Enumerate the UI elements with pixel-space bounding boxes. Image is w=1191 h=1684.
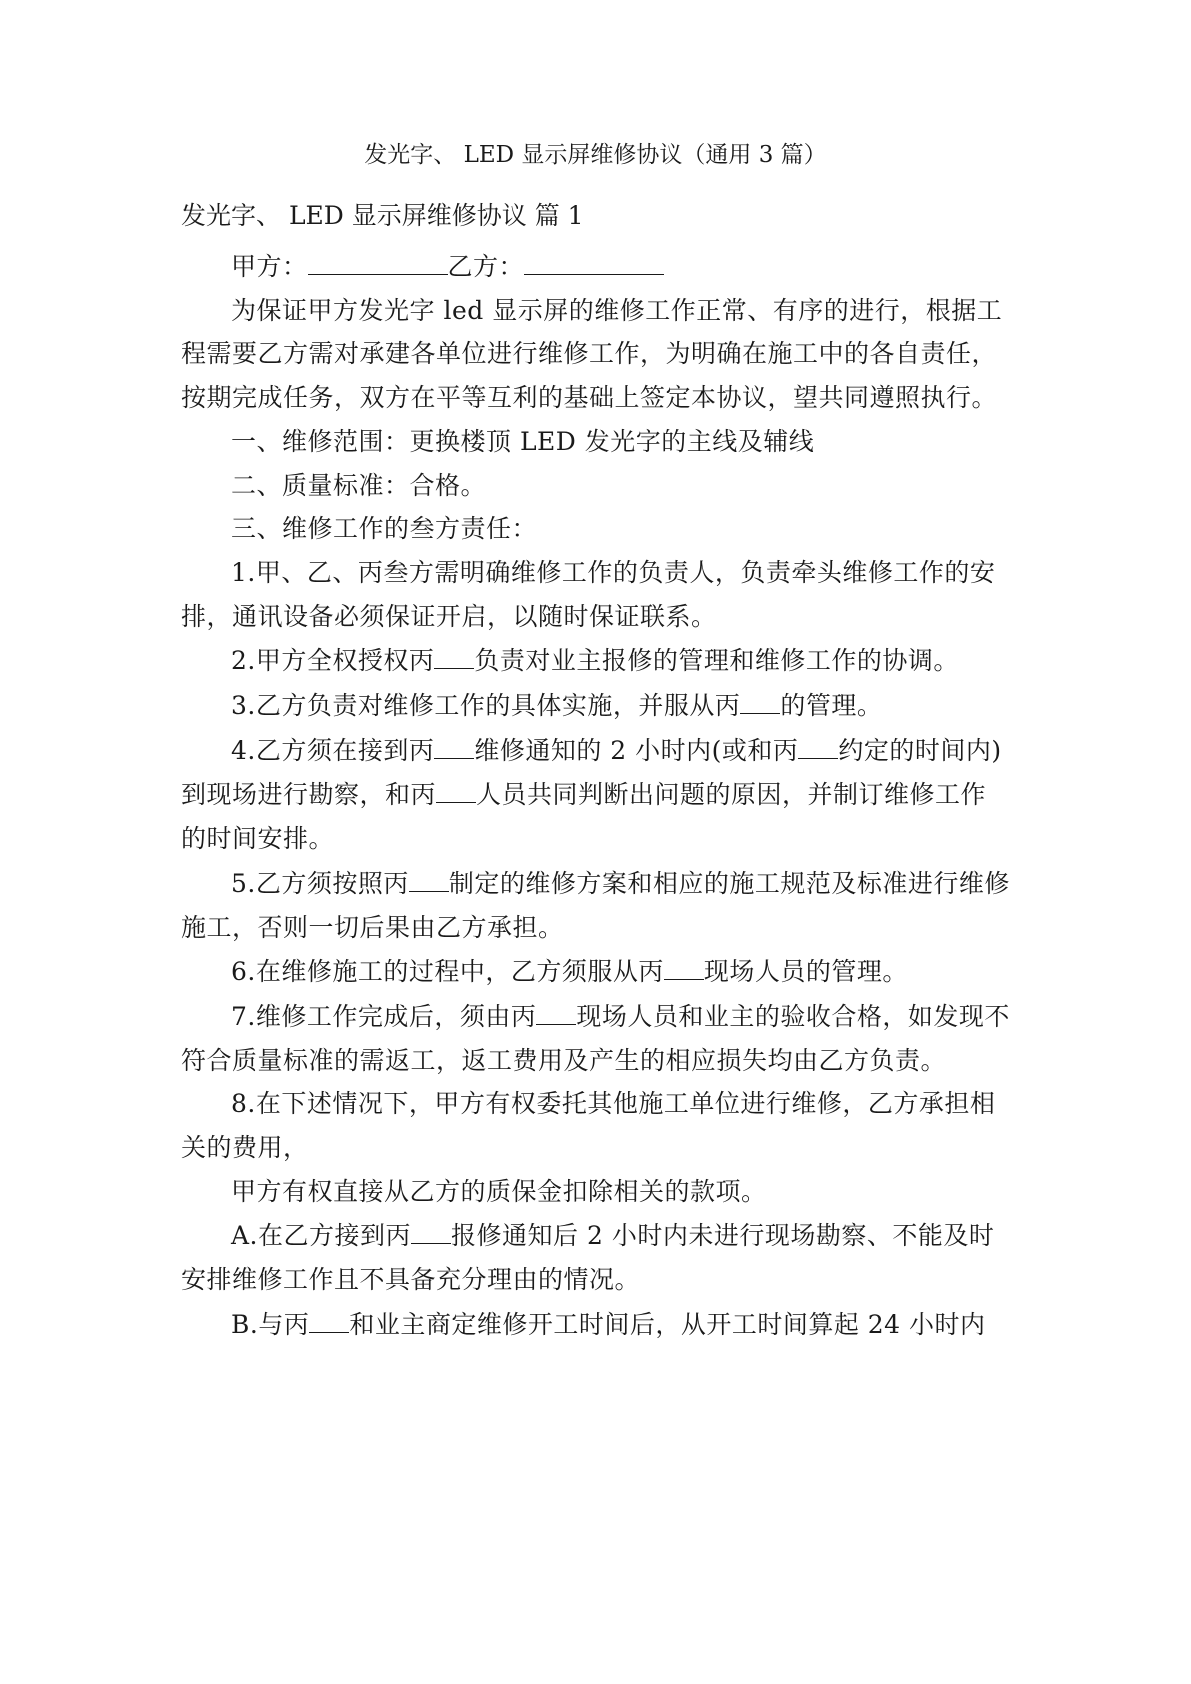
clause-3-text-b: 的管理。 <box>780 691 883 721</box>
clause-7-blank <box>536 994 576 1025</box>
responsibility-heading: 三、维修工作的叁方责任： <box>231 514 538 544</box>
party-b-label: 乙方： <box>447 252 525 281</box>
party-a-label: 甲方： <box>231 252 308 281</box>
clause-a <box>181 1213 1011 1301</box>
clause-a-text-a: A.在乙方接到丙 <box>231 1221 412 1251</box>
clause-5 <box>181 861 1011 949</box>
clause-4-blank-1 <box>434 728 474 759</box>
parties-line <box>181 244 1011 289</box>
clause-2-text-b: 负责对业主报修的管理和维修工作的协调。 <box>474 646 959 676</box>
clause-b-blank <box>309 1302 349 1333</box>
clause-4-blank-2 <box>798 728 838 759</box>
clause-4-text-c: 约定的时间内)到现场进行勘察，和丙 <box>181 735 1002 810</box>
clause-8: 8.在下述情况下，甲方有权委托其他施工单位进行维修，乙方承担相关的费用， <box>181 1089 996 1163</box>
clause-2-blank <box>434 638 474 669</box>
clause-6-blank <box>664 949 704 980</box>
preamble-paragraph: 为保证甲方发光字 led 显示屏的维修工作正常、有序的进行，根据工程需要乙方需对承建各单位进行维修工作，为明确在施工中的各自责任，按期完成任务，双方在平等互利的基础上签定本协议，望共同遵照执行。 <box>181 295 1003 413</box>
clause-3 <box>181 683 1011 728</box>
clause-3-text-a: 3.乙方负责对维修工作的具体实施，并服从丙 <box>231 691 741 721</box>
clause-2 <box>181 638 1011 683</box>
clause-8-note: 甲方有权直接从乙方的质保金扣除相关的款项。 <box>231 1176 767 1206</box>
clause-4-text-d: 人员共同判断出问题的原因，并制订维修工作的时间安排。 <box>181 780 987 854</box>
document-body <box>181 244 1011 1347</box>
clause-4 <box>181 728 1011 861</box>
clause-b <box>181 1302 1011 1347</box>
clause-b-text-a: B.与丙 <box>231 1309 310 1339</box>
clause-5-text-a: 5.乙方须按照丙 <box>231 868 409 898</box>
party-b-blank <box>524 244 664 275</box>
clause-6-text-a: 6.在维修施工的过程中，乙方须服从丙 <box>231 957 664 987</box>
clause-4-text-b: 维修通知的 2 小时内(或和丙 <box>474 735 799 765</box>
clause-a-text-b: 报修通知后 2 小时内未进行现场勘察、不能及时安排维修工作且不具备充分理由的情况。 <box>181 1221 995 1295</box>
clause-4-text-a: 4.乙方须在接到丙 <box>231 735 435 765</box>
document-title: 发光字、 LED 显示屏维修协议（通用 3 篇） <box>364 142 827 168</box>
quality-clause: 二、质量标准：合格。 <box>231 470 487 500</box>
section-heading: 发光字、 LED 显示屏维修协议 篇 1 <box>181 201 584 230</box>
clause-1: 1.甲、乙、丙叁方需明确维修工作的负责人，负责牵头维修工作的安排，通讯设备必须保证开启，以随时保证联系。 <box>181 557 996 631</box>
clause-4-blank-3 <box>436 772 476 803</box>
clause-5-blank <box>409 861 449 892</box>
clause-6 <box>181 949 1011 994</box>
scope-clause: 一、维修范围：更换楼顶 LED 发光字的主线及辅线 <box>231 426 815 456</box>
clause-7-text-a: 7.维修工作完成后，须由丙 <box>231 1001 537 1031</box>
clause-a-blank <box>411 1213 451 1244</box>
clause-7-text-b: 现场人员和业主的验收合格，如发现不符合质量标准的需返工，返工费用及产生的相应损失均由乙方负责。 <box>181 1001 1010 1075</box>
party-a-blank <box>308 244 448 275</box>
clause-b-text-b: 和业主商定维修开工时间后，从开工时间算起 24 小时内 <box>349 1309 986 1339</box>
clause-2-text-a: 2.甲方全权授权丙 <box>231 646 435 676</box>
clause-7 <box>181 994 1011 1082</box>
clause-3-blank <box>740 683 780 714</box>
clause-6-text-b: 现场人员的管理。 <box>703 957 908 987</box>
clause-5-text-b: 制定的维修方案和相应的施工规范及标准进行维修施工，否则一切后果由乙方承担。 <box>181 868 1010 942</box>
